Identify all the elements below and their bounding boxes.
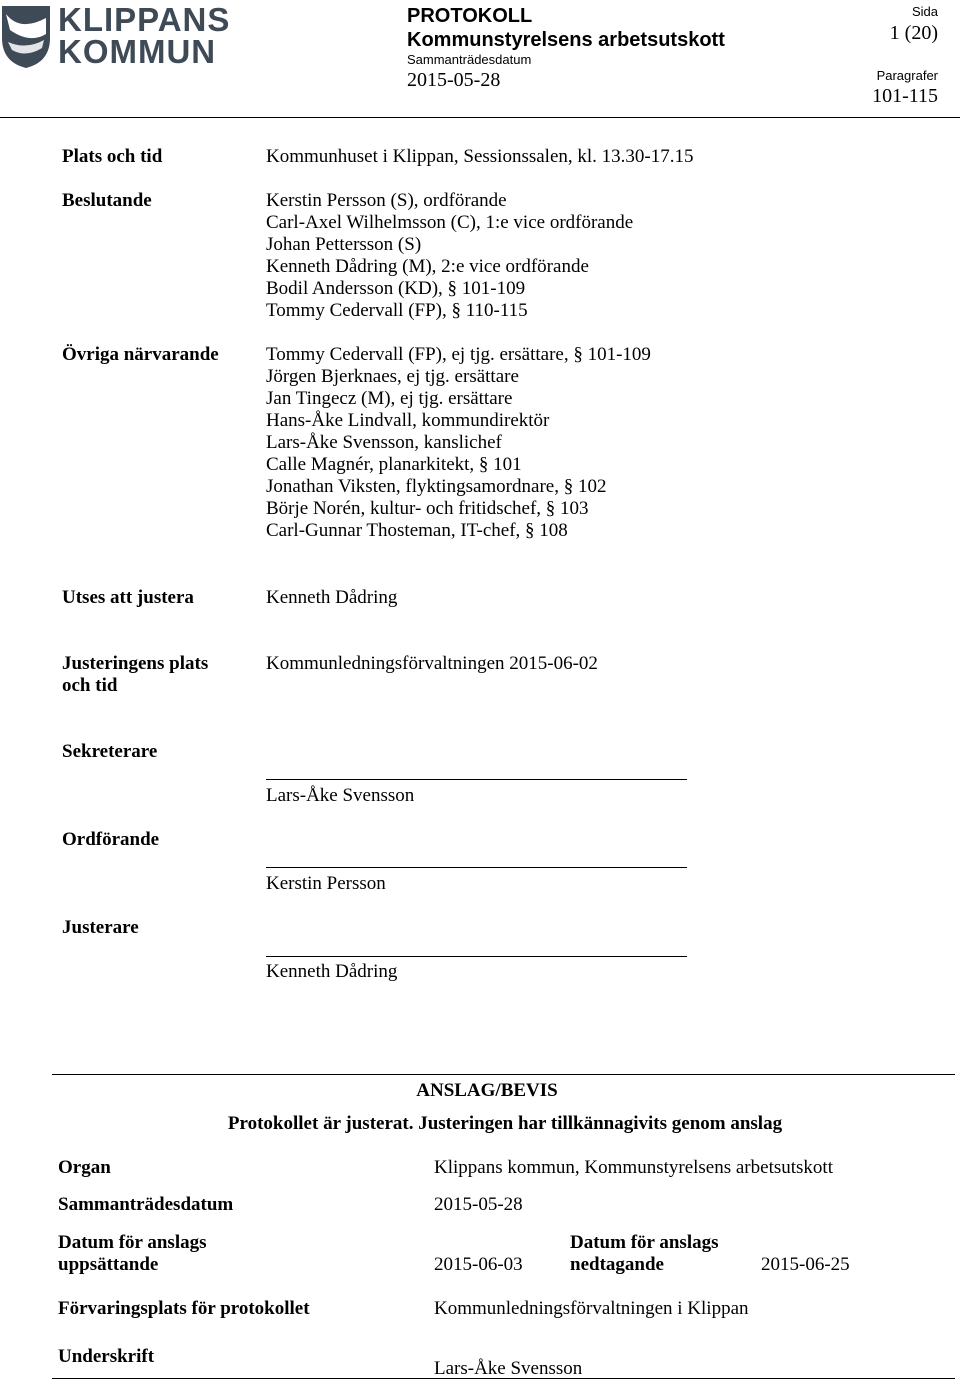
list-item: Jonathan Viksten, flyktingsamordnare, § 102	[266, 476, 607, 497]
posting-date-label-line2: uppsättande	[58, 1254, 159, 1275]
page-label: Sida	[911, 4, 938, 19]
notice-signature-name: Lars-Åke Svensson	[434, 1358, 583, 1379]
removal-date-label-line2: nedtagande	[570, 1254, 664, 1275]
justifier-label: Justerare	[62, 917, 139, 938]
secretary-label: Sekreterare	[62, 741, 158, 762]
adjuster-value: Kenneth Dådring	[266, 587, 398, 608]
list-item: Lars-Åke Svensson, kanslichef	[266, 432, 502, 453]
chair-signature-line	[266, 867, 687, 868]
posting-date-label-line1: Datum för anslags	[58, 1232, 207, 1253]
meeting-date-value: 2015-05-28	[407, 69, 501, 91]
storage-value: Kommunledningsförvaltningen i Klippan	[434, 1298, 749, 1319]
removal-date-label	[570, 1232, 719, 1276]
list-item: Kenneth Dådring (M), 2:e vice ordförande	[266, 256, 589, 277]
others-list	[266, 344, 651, 542]
removal-date-value: 2015-06-25	[761, 1254, 850, 1275]
notice-bottom-divider	[52, 1378, 955, 1379]
list-item: Johan Pettersson (S)	[266, 234, 422, 255]
notice-meeting-date-label: Sammanträdesdatum	[58, 1194, 234, 1215]
list-item: Calle Magnér, planarkitekt, § 101	[266, 454, 522, 475]
paragraphs-range: 101-115	[872, 85, 938, 107]
header-divider	[0, 117, 960, 118]
list-item: Hans-Åke Lindvall, kommundirektör	[266, 410, 550, 431]
signature-label: Underskrift	[58, 1346, 155, 1367]
chair-name: Kerstin Persson	[266, 873, 386, 894]
place-value: Kommunhuset i Klippan, Sessionssalen, kl. 13.30-17.15	[266, 146, 694, 167]
list-item: Kerstin Persson (S), ordförande	[266, 190, 507, 211]
committee-name: Kommunstyrelsens arbetsutskott	[407, 29, 725, 51]
coat-of-arms-icon	[0, 4, 52, 70]
list-item: Carl-Axel Wilhelmsson (C), 1:e vice ordförande	[266, 212, 634, 233]
notice-title: ANSLAG/BEVIS	[416, 1080, 558, 1101]
logo-text-line1: KLIPPANS	[58, 1, 231, 38]
storage-label: Förvaringsplats för protokollet	[58, 1298, 310, 1319]
list-item: Carl-Gunnar Thosteman, IT-chef, § 108	[266, 520, 568, 541]
organ-label: Organ	[58, 1157, 111, 1178]
meeting-date-label: Sammanträdesdatum	[407, 52, 532, 67]
adjuster-label: Utses att justera	[62, 587, 194, 608]
logo-text-line2: KOMMUN	[58, 33, 217, 70]
adjust-place-value: Kommunledningsförvaltningen 2015-06-02	[266, 653, 598, 674]
notice-meeting-date-value: 2015-05-28	[434, 1194, 523, 1215]
paragraphs-label: Paragrafer	[876, 68, 938, 83]
list-item: Bodil Andersson (KD), § 101-109	[266, 278, 526, 299]
secretary-name: Lars-Åke Svensson	[266, 785, 415, 806]
others-label: Övriga närvarande	[62, 344, 219, 365]
list-item: Tommy Cedervall (FP), ej tjg. ersättare, § 101-109	[266, 344, 651, 365]
list-item: Börje Norén, kultur- och fritidschef, § 103	[266, 498, 589, 519]
posting-date-value: 2015-06-03	[434, 1254, 523, 1275]
posting-date-label	[58, 1232, 207, 1276]
organ-value: Klippans kommun, Kommunstyrelsens arbetsutskott	[434, 1157, 833, 1178]
document-type: PROTOKOLL	[407, 5, 533, 27]
deciding-list	[266, 190, 633, 322]
justifier-name: Kenneth Dådring	[266, 961, 398, 982]
page-number: 1 (20)	[889, 22, 938, 44]
notice-top-divider	[52, 1074, 955, 1075]
justifier-signature-line	[266, 956, 687, 957]
secretary-signature-line	[266, 779, 687, 780]
notice-statement: Protokollet är justerat. Justeringen har tillkännagivits genom anslag	[227, 1113, 783, 1134]
list-item: Jan Tingecz (M), ej tjg. ersättare	[266, 388, 513, 409]
list-item: Tommy Cedervall (FP), § 110-115	[266, 300, 528, 321]
list-item: Jörgen Bjerknaes, ej tjg. ersättare	[266, 366, 519, 387]
removal-date-label-line1: Datum för anslags	[570, 1232, 719, 1253]
adjust-place-label-line2: och tid	[62, 675, 118, 696]
adjust-place-label	[62, 653, 208, 697]
place-label: Plats och tid	[62, 146, 163, 167]
chair-label: Ordförande	[62, 829, 160, 850]
adjust-place-label-line1: Justeringens plats	[62, 653, 209, 674]
municipality-logo	[0, 0, 231, 72]
deciding-label: Beslutande	[62, 190, 152, 211]
